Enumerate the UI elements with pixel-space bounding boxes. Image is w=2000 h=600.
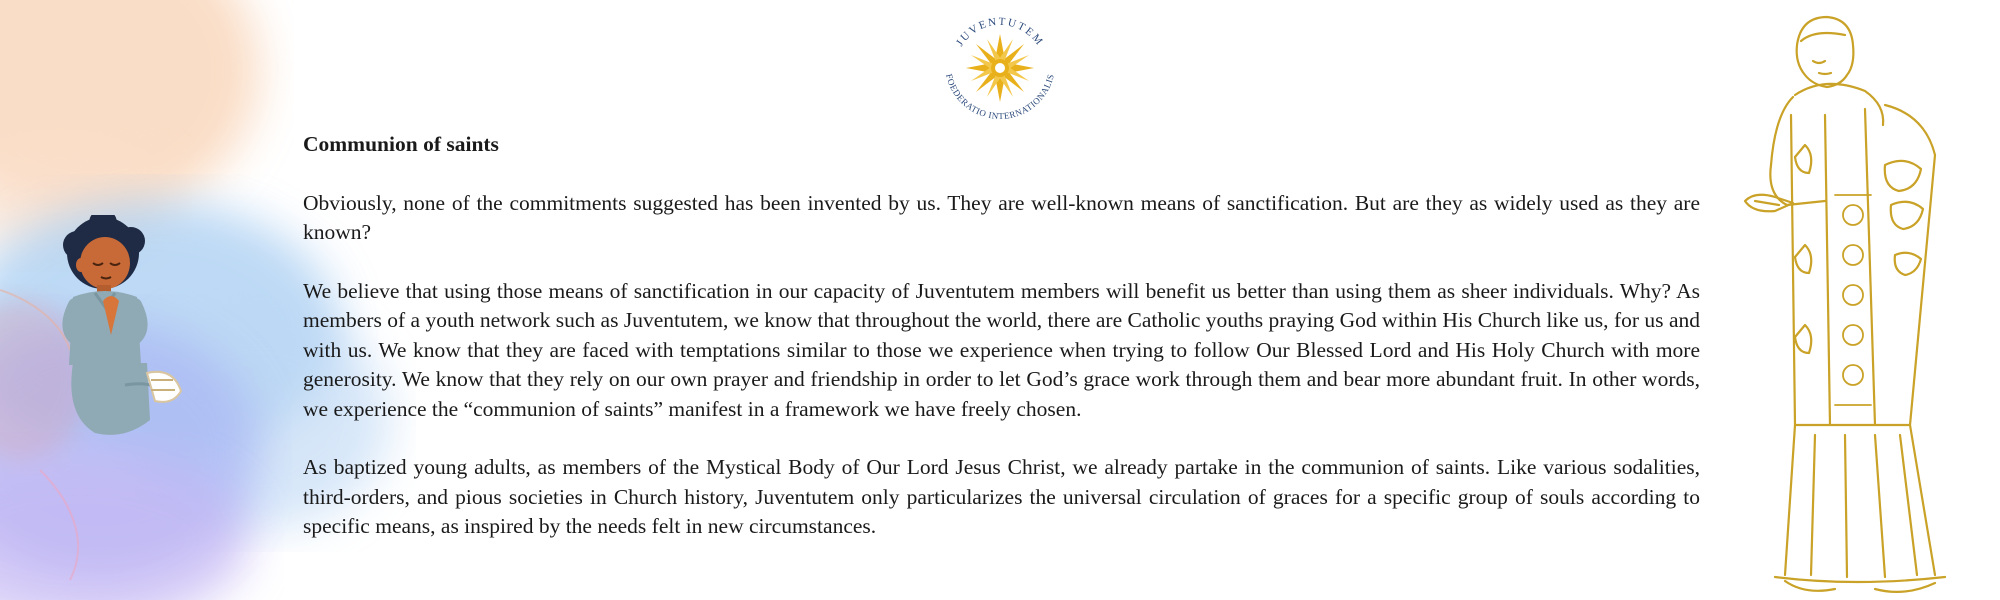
- paragraph: As baptized young adults, as members of the Mystical Body of Our Lord Jesus Christ, we already partake in the communion of saints. Like various sodalities, third-orders, and pious societies in Church history, Juventutem only particularizes the universal circulation of graces for a specific group of souls according to specific means, as inspired by the needs felt in new circumstances.: [303, 455, 1700, 538]
- section-heading: Communion of saints: [303, 132, 499, 156]
- svg-text:FOEDERATIO INTERNATIONALIS: FOEDERATIO INTERNATIONALIS: [944, 72, 1056, 122]
- paragraph: We believe that using those means of sanctification in our capacity of Juventutem members will benefit us better than using them as sheer individuals. Why? As members of a youth network such as Juventutem, we know that throughout the world, there are Catholic youths praying God within His Church like us, for us and with us. We know that they are faced with temptations similar to those we experience when trying to follow Our Blessed Lord and His Holy Church with more generosity. We know that they rely on our own prayer and friendship in order to let God’s grace work through them and bear more abundant fruit. In other words, we experience the “communion of saints” manifest in a framework we have freely chosen.: [303, 278, 1700, 421]
- paragraph: Obviously, none of the commitments suggested has been invented by us. They are well-known means of sanctification. But are they as widely used as they are known?: [303, 190, 1700, 244]
- document-body: [303, 130, 1700, 571]
- praying-child-illustration: [55, 215, 205, 450]
- juventutem-logo: [935, 8, 1065, 126]
- sunburst-icon: [966, 34, 1034, 102]
- svg-text:JUVENTUTEM: JUVENTUTEM: [953, 15, 1047, 49]
- praying-priest-line-drawing: [1735, 5, 1975, 595]
